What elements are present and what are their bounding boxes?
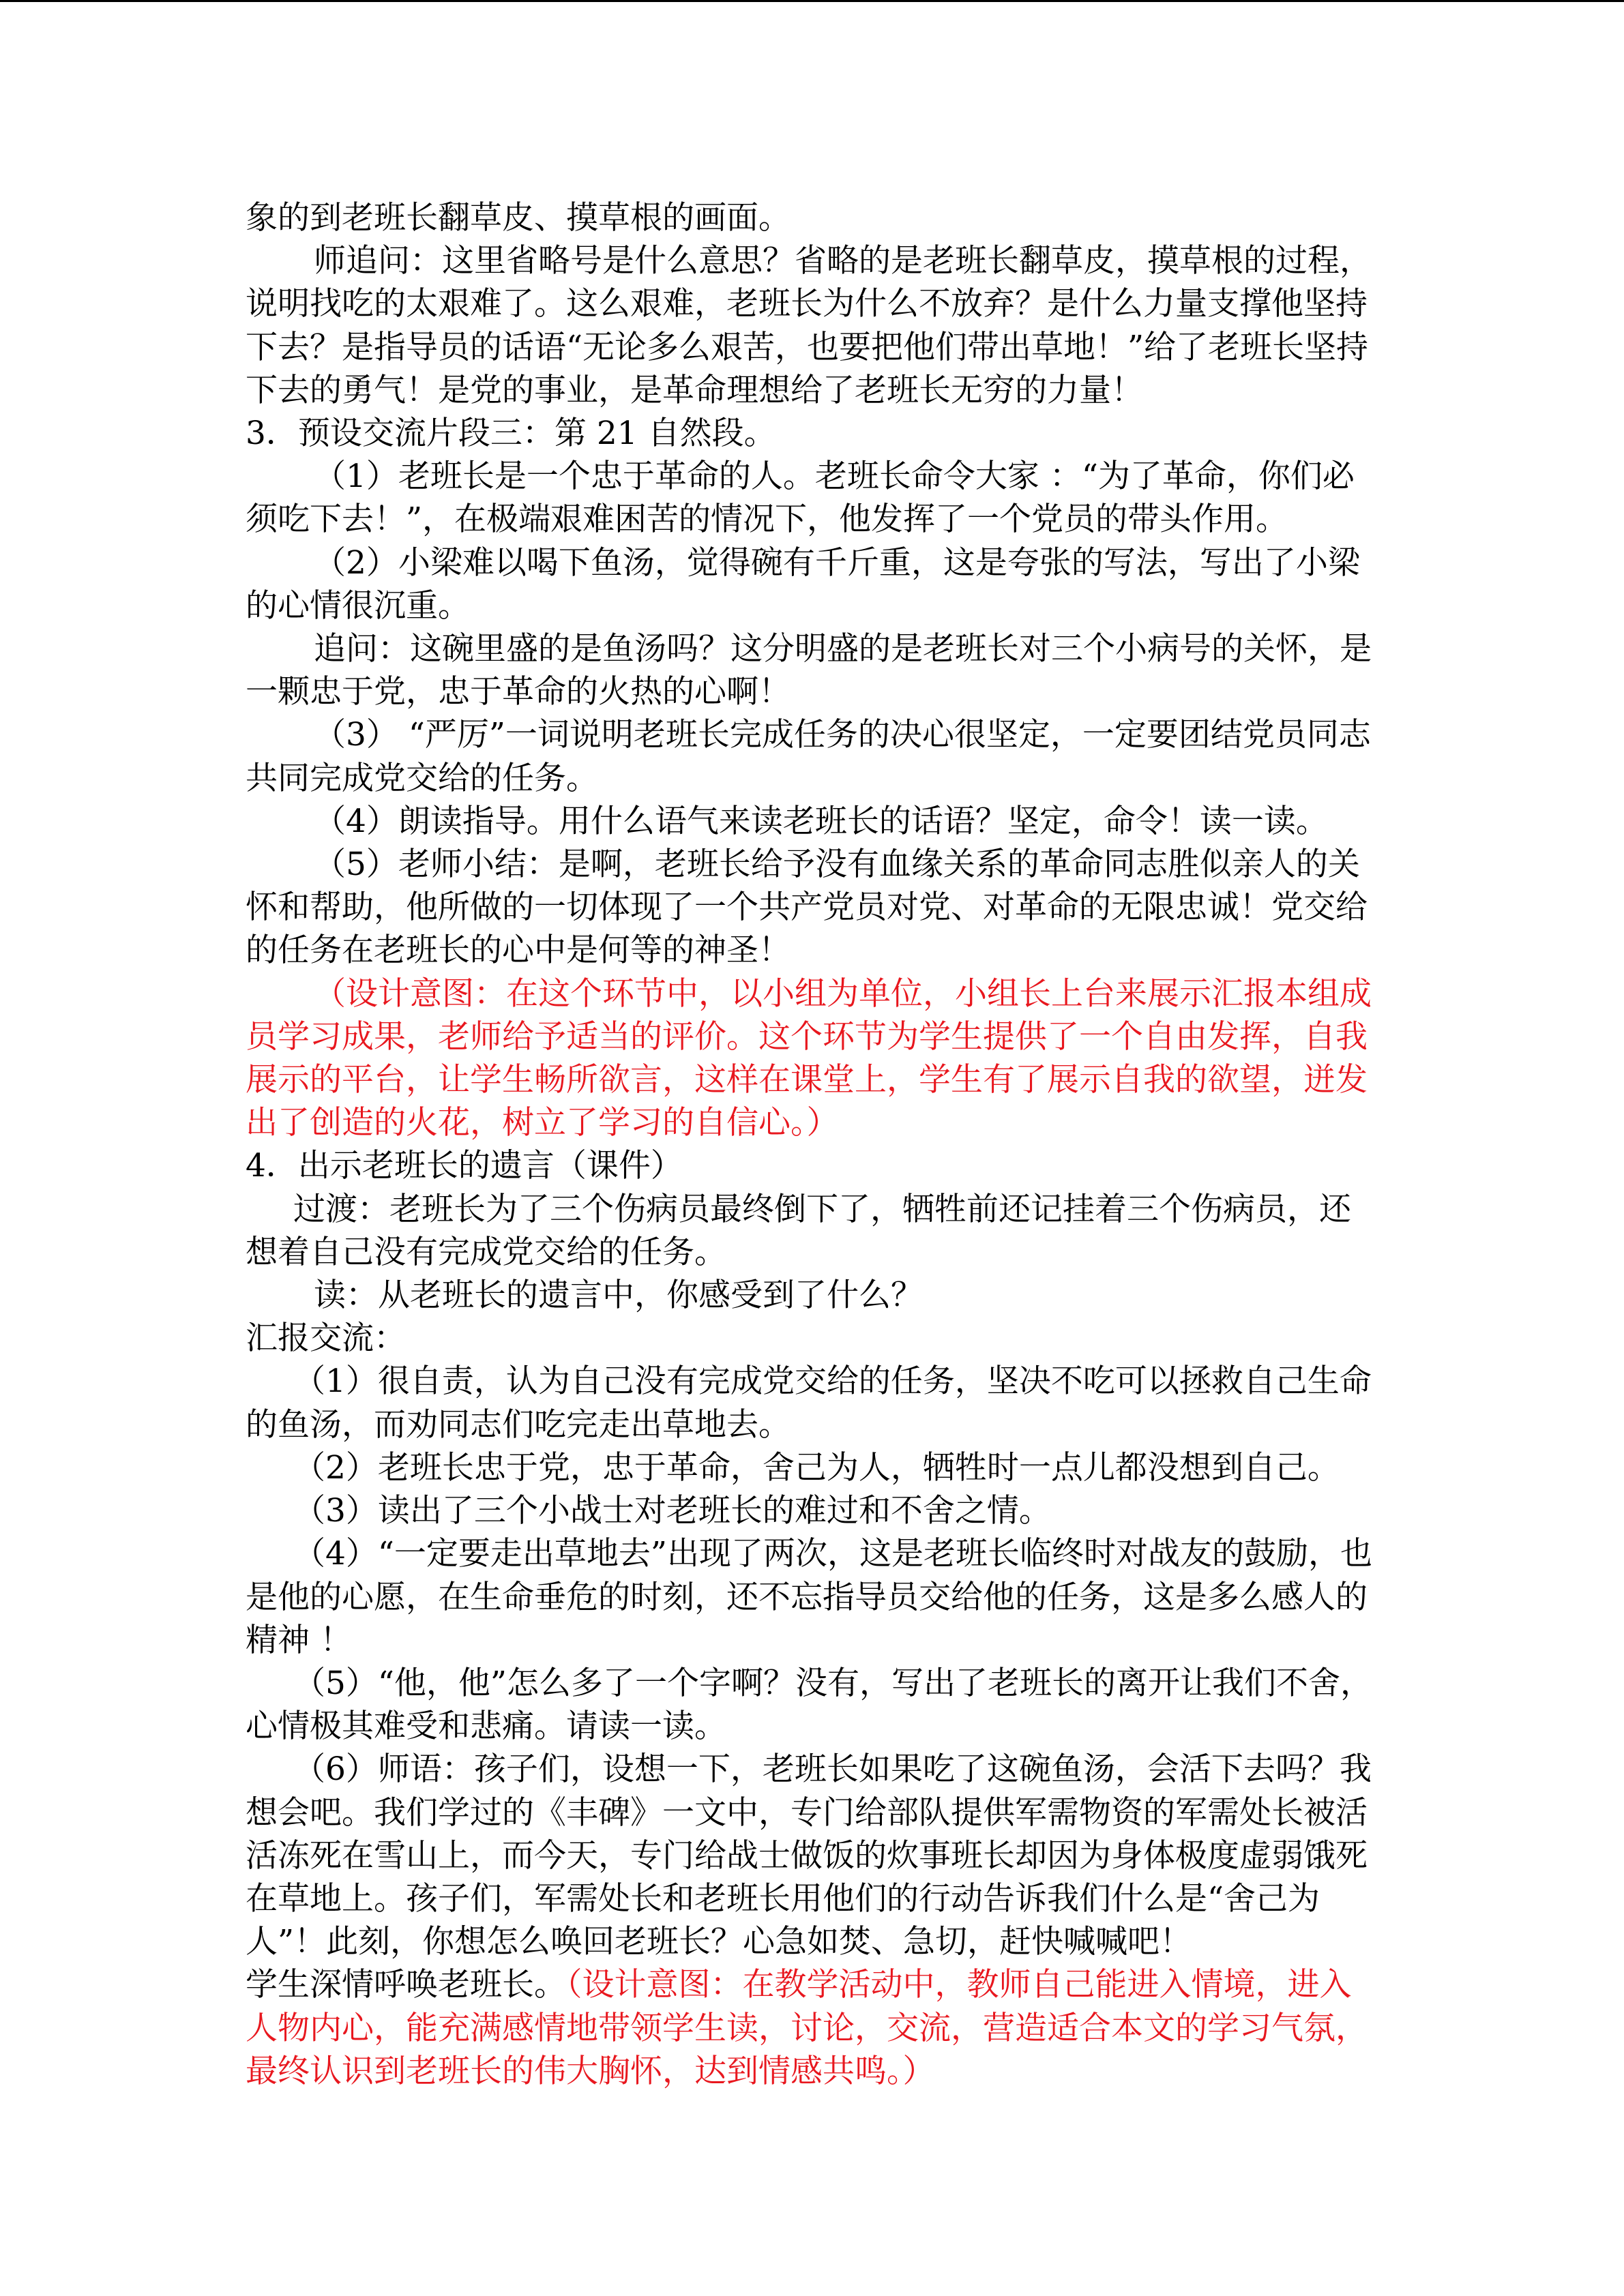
heading-section-4: 4．出示老班长的遗言（课件） [246,1147,683,1185]
list-item-3-1: （1）老班长是一个忠于革命的人。老班长命令大家 ：“为了革命，你们必须吃下去！”，在极端艰难困苦的情况下，他发挥了一个党员的带头作用。 [246,458,1355,539]
list-item-3-5: （5）老师小结：是啊，老班长给予没有血缘关系的革命同志胜似亲人的关怀和帮助，他所做的一切体现了一个共产党员对党、对革命的无限忠诚！党交给的任务在老班长的心中是何等的神圣！ [246,846,1368,970]
list-item-4-2: （2）老班长忠于党，忠于革命，舍己为人，牺牲时一点儿都没想到自己。 [293,1448,1340,1487]
student-call-text: 学生深情呼唤老班长。 [246,1966,566,2004]
design-intent-note-2: （设计意图：在教学活动中，教师自己能进入情境，进入人物内心，能充满感情地带领学生读，讨论，交流，营造适合本文的学习气氛，最终认识到老班长的伟大胸怀，达到情感共鸣。） [246,1966,1368,2090]
list-item-4-3: （3）读出了三个小战士对老班长的难过和不舍之情。 [293,1492,1051,1530]
design-intent-note-1: （设计意图：在这个环节中，以小组为单位，小组长上台来展示汇报本组成员学习成果，老师给予适当的评价。这个环节为学生提供了一个自由发挥，自我展示的平台，让学生畅所欲言，这样在课堂上，学生有了展示自我的欲望，迸发出了创造的火花，树立了学习的自信心。） [246,974,1372,1142]
list-item-4-5: （5）“他，他”怎么多了一个字啊？没有，写出了老班长的离开让我们不舍，心情极其难受和悲痛。请读一读。 [246,1664,1372,1746]
paragraph-transition: 过渡：老班长为了三个伤病员最终倒下了，牺牲前还记挂着三个伤病员，还想着自己没有完成党交给的任务。 [246,1190,1351,1271]
paragraph-follow-up-question: 追问：这碗里盛的是鱼汤吗？这分明盛的是老班长对三个小病号的关怀，是一颗忠于党，忠于革命的火热的心啊！ [246,630,1372,711]
list-item-4-1: （1）很自责，认为自己没有完成党交给的任务，坚决不吃可以拯救自己生命的鱼汤，而劝同志们吃完走出草地去。 [246,1362,1372,1444]
list-item-4-6: （6）师语：孩子们，设想一下，老班长如果吃了这碗鱼汤，会活下去吗？我想会吧。我们学过的《丰碑》一文中，专门给部队提供军需物资的军需处长被活活冻死在雪山上，而今天，专门给战士做饭的炊事班长却因为身体极度虚弱饿死在草地上。孩子们，军需处长和老班长用他们的行动告诉我们什么是“舍己为人”！此刻，你想怎么唤回老班长？心急如焚、急切，赶快喊喊吧！ [246,1750,1372,1961]
list-item-4-4: （4）“一定要走出草地去”出现了两次，这是老班长临终时对战友的鼓励，也是他的心愿，在生命垂危的时刻，还不忘指导员交给他的任务，这是多么感人的精神 ！ [246,1535,1372,1659]
list-item-3-2: （2）小梁难以喝下鱼汤，觉得碗有千斤重，这是夸张的写法，写出了小梁的心情很沉重。 [246,543,1360,625]
paragraph-teacher-question: 师追问：这里省略号是什么意思？省略的是老班长翻草皮，摸草根的过程，说明找吃的太艰难了。这么艰难，老班长为什么不放弃？是什么力量支撑他坚持下去？是指导员的话语“无论多么艰苦，也要把他们带出草地！”给了老班长坚持下去的勇气！是党的事业，是革命理想给了老班长无穷的力量！ [246,242,1372,409]
paragraph-read-prompt: 读：从老班长的遗言中，你感受到了什么？ [314,1277,923,1315]
document-page [246,196,1378,2093]
heading-report-exchange: 汇报交流： [246,1320,406,1358]
paragraph-1: 象的到老班长翻草皮、摸草根的画面。 [246,199,791,237]
list-item-3-3: （3） “严厉”一词说明老班长完成任务的决心很坚定，一定要团结党员同志共同完成党交给的任务。 [246,716,1371,797]
page-top-border [0,0,1624,2]
heading-section-3: 3．预设交流片段三：第 21 自然段。 [246,415,776,453]
paragraph-final [246,1963,1378,2093]
list-item-3-4: （4）朗读指导。用什么语气来读老班长的话语？坚定，命令！读一读。 [314,802,1328,840]
